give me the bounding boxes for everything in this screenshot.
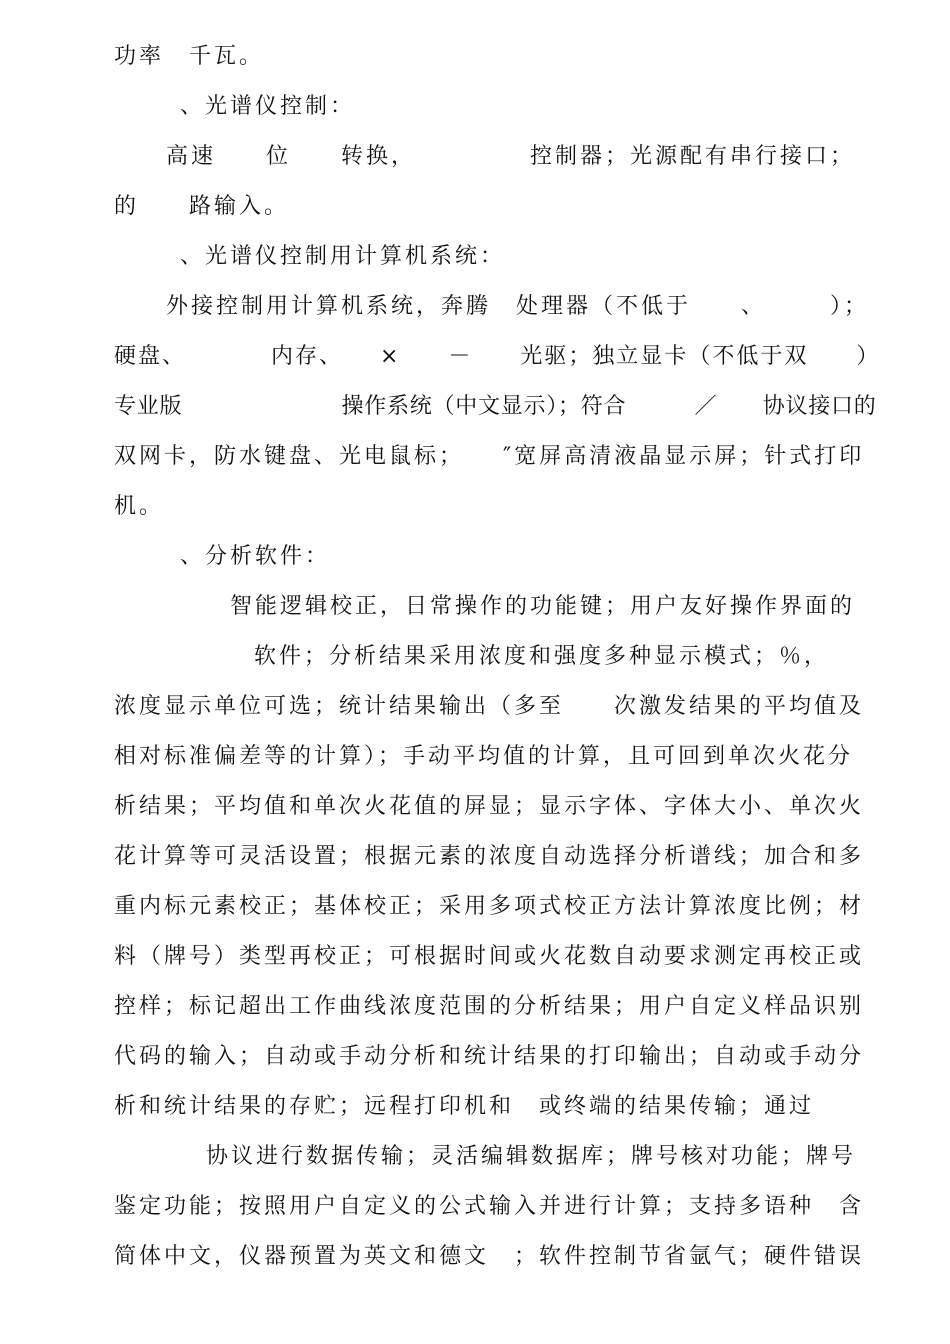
text-line: 软件；分析结果采用浓度和强度多种显示模式；％，: [254, 644, 830, 669]
text-line: 控样；标记超出工作曲线浓度范围的分析结果；用户自定义样品识别: [114, 994, 865, 1019]
text-line: 智能逻辑校正，日常操作的功能键；用户友好操作界面的: [230, 594, 856, 619]
text-line: 花计算等可灵活设置；根据元素的浓度自动选择分析谱线；加合和多: [114, 844, 865, 869]
section-heading: 、光谱仪控制：: [180, 94, 356, 119]
text-line: 机。: [114, 494, 165, 519]
text-line: 鉴定功能；按照用户自定义的公式输入并进行计算；支持多语种 含: [114, 1194, 865, 1219]
text-line: 析结果；平均值和单次火花值的屏显；显示字体、字体大小、单次火: [114, 794, 865, 819]
text-line: 料（牌号）类型再校正；可根据时间或火花数自动要求测定再校正或: [114, 944, 865, 969]
text-line: 浓度显示单位可选；统计结果输出（多至 次激发结果的平均值及: [114, 694, 865, 719]
section-heading: 、光谱仪控制用计算机系统：: [180, 244, 506, 269]
text-line: 专业版 操作系统（中文显示）；符合 ／ 协议接口的: [114, 394, 877, 419]
text-line: 外接控制用计算机系统，奔腾 处理器（不低于 、 ）；: [166, 294, 870, 319]
text-line: 析和统计结果的存贮；远程打印机和 或终端的结果传输；通过: [114, 1094, 815, 1119]
section-heading: 、分析软件：: [180, 544, 331, 569]
text-line: 功率 千瓦。: [114, 44, 265, 69]
text-line: 硬盘、 内存、 × － 光驱；独立显卡（不低于双 ）: [114, 344, 881, 369]
text-line: 简体中文，仪器预置为英文和德文 ；软件控制节省氩气；硬件错误: [114, 1244, 865, 1269]
text-line: 协议进行数据传输；灵活编辑数据库；牌号核对功能；牌号: [206, 1144, 857, 1169]
text-line: 高速 位 转换， 控制器；光源配有串行接口；: [166, 144, 856, 169]
text-line: 重内标元素校正；基体校正；采用多项式校正方法计算浓度比例；材: [114, 894, 865, 919]
text-line: 相对标准偏差等的计算）；手动平均值的计算，且可回到单次火花分: [114, 744, 854, 769]
text-line: 代码的输入；自动或手动分析和统计结果的打印输出；自动或手动分: [114, 1044, 865, 1069]
text-line: 的 路输入。: [114, 194, 290, 219]
text-line: 双网卡，防水键盘、光电鼠标； ″宽屏高清液晶显示屏；针式打印: [114, 444, 865, 469]
